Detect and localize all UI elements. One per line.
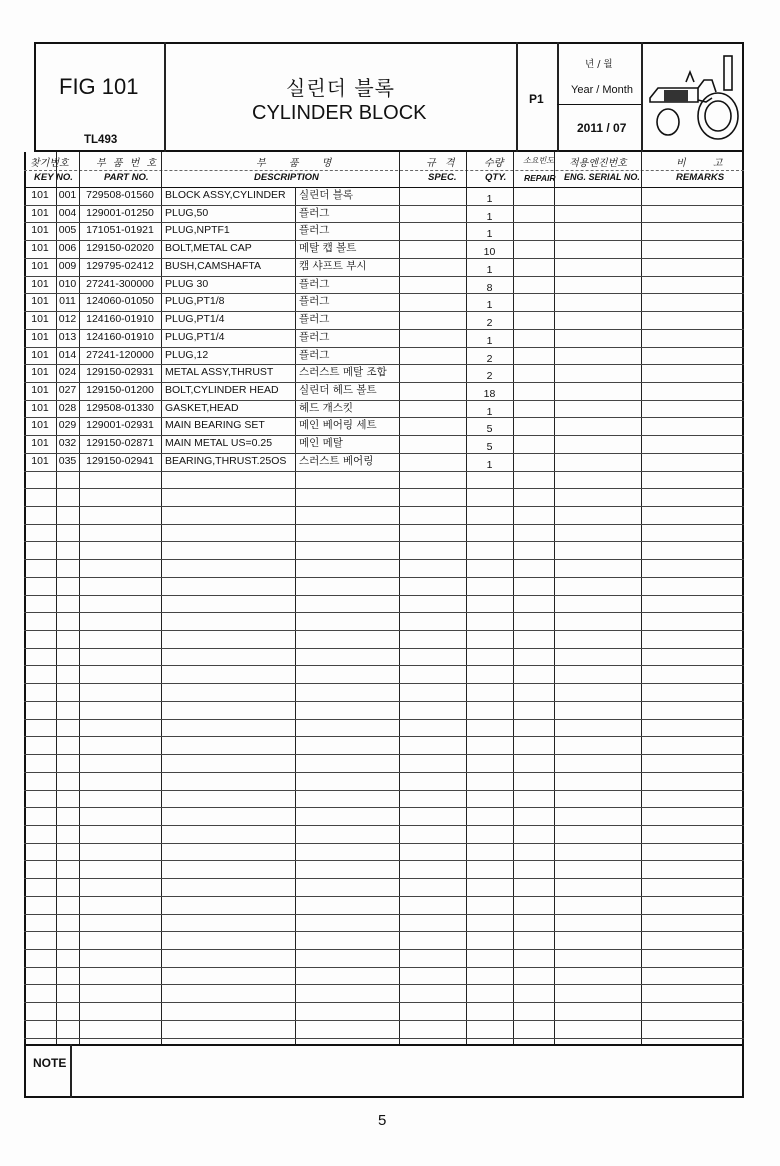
description-korean-cell: 스러스트 베어링 (299, 454, 374, 467)
key-fig-cell: 101 (31, 401, 49, 414)
description-korean-cell: 스러스트 메탈 조합 (299, 366, 387, 379)
table-row (24, 382, 744, 400)
description-cell: BLOCK ASSY,CYLINDER (165, 189, 286, 201)
quantity-cell: 1 (486, 299, 493, 312)
quantity-cell: 1 (486, 458, 493, 471)
header-key-kr: 찾기번호 (30, 158, 69, 169)
key-number-cell: 009 (58, 259, 77, 272)
description-cell: BOLT,METAL CAP (165, 242, 252, 255)
model-code: TL493 (84, 134, 118, 146)
table-row (24, 293, 744, 311)
quantity-cell: 2 (486, 352, 493, 365)
table-row (24, 453, 744, 471)
key-number-cell: 010 (58, 277, 77, 290)
key-fig-cell: 101 (31, 277, 49, 290)
key-fig-cell: 101 (31, 437, 49, 450)
title-korean: 실린더 블록 (286, 76, 395, 100)
quantity-cell: 5 (486, 441, 493, 454)
part-number-cell: 129150-02931 (86, 366, 154, 379)
table-row (24, 435, 744, 453)
key-number-cell: 004 (58, 206, 77, 219)
description-korean-cell: 플러그 (299, 313, 330, 325)
title-english: CYLINDER BLOCK (252, 102, 427, 124)
quantity-cell: 2 (486, 317, 493, 329)
page-number: 5 (378, 1112, 387, 1129)
key-number-cell: 014 (58, 348, 77, 361)
part-number-cell: 129150-02941 (86, 454, 154, 467)
description-korean-cell: 실린더 블록 (299, 189, 354, 201)
header-qty-kr: 수량 (484, 158, 504, 169)
description-korean-cell: 헤드 개스킷 (299, 401, 354, 414)
header-serial-kr: 적용엔진번호 (569, 158, 627, 169)
key-number-cell: 028 (58, 401, 77, 414)
description-cell: PLUG,50 (165, 206, 209, 219)
quantity-cell: 1 (486, 263, 493, 276)
header-desc-kr: 부 품 명 (256, 158, 342, 169)
note-box (24, 1044, 744, 1098)
header-part-kr: 부 품 번 호 (96, 158, 159, 169)
key-number-cell: 013 (58, 330, 77, 343)
header-repair-kr: 소요빈도 (523, 156, 554, 165)
key-number-cell: 005 (58, 224, 77, 237)
description-cell: MAIN METAL US=0.25 (165, 437, 273, 450)
key-fig-cell: 101 (31, 224, 49, 237)
description-korean-cell: 플러그 (299, 330, 330, 343)
header-desc-en: DESCRIPTION (254, 172, 319, 183)
description-korean-cell: 캠 샤프트 부시 (299, 259, 367, 272)
description-cell: PLUG,PT1/4 (165, 330, 225, 343)
description-cell: BOLT,CYLINDER HEAD (165, 383, 279, 396)
description-cell: PLUG,PT1/8 (165, 295, 225, 308)
description-cell: BUSH,CAMSHAFTA (165, 259, 262, 272)
key-number-cell: 032 (58, 437, 77, 450)
description-korean-cell: 메탈 캡 볼트 (299, 242, 357, 255)
description-cell: PLUG,NPTF1 (165, 224, 230, 237)
part-number-cell: 124060-01050 (86, 295, 154, 308)
note-label: NOTE (33, 1056, 67, 1070)
part-number-cell: 124160-01910 (86, 313, 154, 325)
header-spec-kr: 규 격 (426, 158, 458, 169)
key-fig-cell: 101 (31, 330, 49, 343)
parts-list-sheet (24, 42, 744, 1098)
key-number-cell: 011 (59, 295, 76, 308)
quantity-cell: 5 (486, 423, 493, 436)
description-cell: BEARING,THRUST.25OS (165, 454, 287, 467)
key-fig-cell: 101 (31, 348, 49, 361)
year-month-korean: 년 / 월 (585, 59, 613, 70)
header-repair-en: REPAIR (524, 173, 556, 183)
part-number-cell: 27241-300000 (86, 277, 154, 290)
description-cell: PLUG 30 (165, 277, 209, 290)
part-number-cell: 129150-02020 (86, 242, 154, 255)
quantity-cell: 1 (486, 193, 493, 205)
quantity-cell: 1 (486, 228, 493, 241)
description-korean-cell: 플러그 (299, 295, 330, 308)
table-row (24, 240, 744, 258)
description-cell: METAL ASSY,THRUST (165, 366, 274, 379)
part-number-cell: 129795-02412 (86, 259, 154, 272)
key-fig-cell: 101 (31, 242, 49, 255)
header-spec-en: SPEC. (428, 172, 457, 183)
quantity-cell: 2 (486, 370, 493, 383)
key-fig-cell: 101 (31, 313, 49, 325)
description-korean-cell: 플러그 (299, 277, 330, 290)
part-number-cell: 729508-01560 (86, 189, 154, 201)
description-korean-cell: 플러그 (299, 224, 330, 237)
description-cell: PLUG,PT1/4 (165, 313, 225, 325)
table-row (24, 311, 744, 329)
table-row (24, 187, 744, 205)
table-row (24, 329, 744, 347)
header-qty-en: QTY. (485, 172, 507, 183)
part-number-cell: 129001-01250 (86, 206, 154, 219)
part-number-cell: 129508-01330 (86, 401, 154, 414)
quantity-cell: 1 (486, 210, 493, 223)
header-key-en: KEY NO. (34, 172, 73, 183)
key-number-cell: 035 (58, 454, 77, 467)
fig-number: FIG 101 (59, 74, 139, 99)
table-row (24, 347, 744, 365)
key-fig-cell: 101 (31, 366, 49, 379)
header-part-en: PART NO. (104, 172, 149, 183)
header-serial-en: ENG. SERIAL NO. (564, 172, 640, 182)
table-row (24, 276, 744, 294)
part-number-cell: 129150-02871 (86, 437, 154, 450)
quantity-cell: 1 (486, 405, 493, 418)
key-fig-cell: 101 (31, 419, 49, 432)
key-number-cell: 027 (58, 383, 77, 396)
description-korean-cell: 실린더 헤드 볼트 (299, 383, 377, 396)
key-fig-cell: 101 (31, 383, 49, 396)
description-korean-cell: 메인 베어링 세트 (299, 419, 377, 432)
key-number-cell: 012 (58, 313, 77, 325)
table-row (24, 205, 744, 223)
header-remarks-en: REMARKS (676, 172, 725, 183)
quantity-cell: 10 (483, 246, 496, 259)
key-number-cell: 029 (58, 419, 77, 432)
key-fig-cell: 101 (31, 259, 49, 272)
description-cell: PLUG,12 (165, 348, 209, 361)
table-row (24, 400, 744, 418)
part-number-cell: 129001-02931 (86, 419, 154, 432)
table-row (24, 364, 744, 382)
table-row (24, 222, 744, 240)
part-number-cell: 129150-01200 (86, 383, 154, 396)
part-number-cell: 124160-01910 (86, 330, 154, 343)
part-number-cell: 171051-01921 (86, 224, 154, 237)
description-korean-cell: 플러그 (299, 348, 330, 361)
table-row (24, 258, 744, 276)
quantity-cell: 8 (486, 281, 493, 294)
key-number-cell: 006 (58, 242, 77, 255)
key-fig-cell: 101 (31, 454, 49, 467)
key-number-cell: 024 (58, 366, 77, 379)
description-cell: MAIN BEARING SET (165, 419, 265, 432)
issue-date: 2011 / 07 (577, 121, 627, 135)
key-number-cell: 001 (58, 189, 77, 201)
header-remarks-kr: 비 고 (676, 158, 735, 169)
quantity-cell: 18 (483, 387, 496, 400)
description-cell: GASKET,HEAD (165, 401, 239, 414)
key-fig-cell: 101 (31, 295, 49, 308)
table-row (24, 417, 744, 435)
key-fig-cell: 101 (31, 189, 49, 201)
page-code: P1 (529, 92, 544, 106)
year-month-english: Year / Month (571, 84, 633, 96)
part-number-cell: 27241-120000 (86, 348, 154, 361)
key-fig-cell: 101 (31, 206, 49, 219)
description-korean-cell: 메인 메탈 (299, 437, 343, 450)
tractor-icon (646, 52, 742, 142)
quantity-cell: 1 (486, 334, 493, 347)
description-korean-cell: 플러그 (299, 206, 330, 219)
